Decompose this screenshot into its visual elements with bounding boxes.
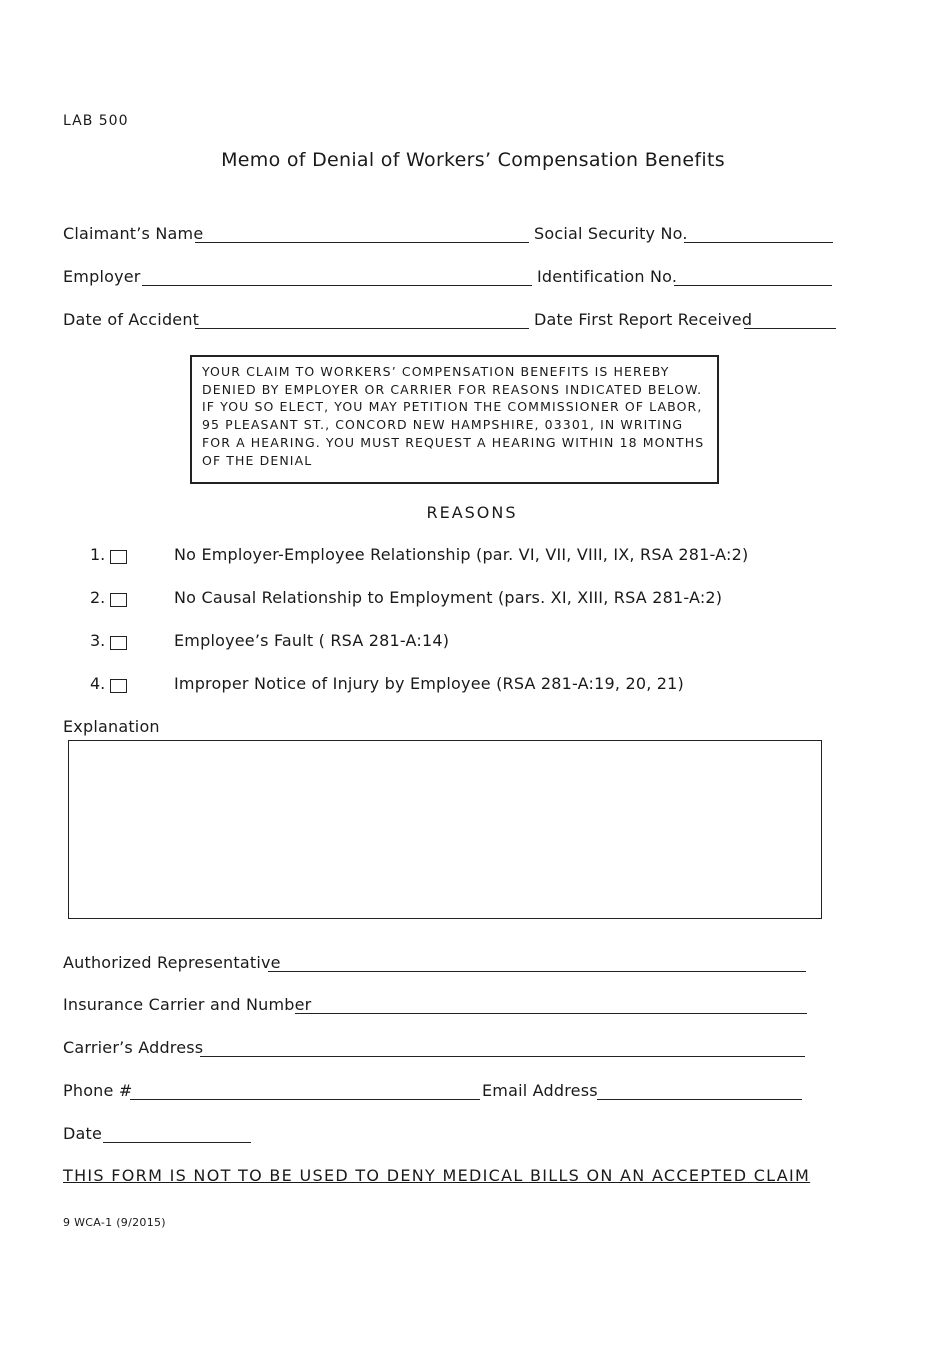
reason-checkbox-1[interactable] <box>110 550 127 564</box>
carrier-address-label: Carrier’s Address <box>63 1038 204 1057</box>
phone-label: Phone # <box>63 1081 133 1100</box>
employer-field[interactable] <box>142 285 532 286</box>
carrier-label: Insurance Carrier and Number <box>63 995 312 1014</box>
form-revision: 9 WCA-1 (9/2015) <box>63 1216 166 1229</box>
form-code: LAB 500 <box>63 113 129 129</box>
accident-date-label: Date of Accident <box>63 310 200 329</box>
email-label: Email Address <box>482 1081 598 1100</box>
identification-label: Identification No. <box>537 267 678 286</box>
representative-field[interactable] <box>268 971 806 972</box>
usage-warning: THIS FORM IS NOT TO BE USED TO DENY MEDICAL BILLS ON AN ACCEPTED CLAIM <box>63 1166 811 1185</box>
carrier-field[interactable] <box>295 1013 807 1014</box>
claimant-name-field[interactable] <box>195 242 529 243</box>
denial-notice: YOUR CLAIM TO WORKERS’ COMPENSATION BENEFITS IS HEREBY DENIED BY EMPLOYER OR CARRIER FOR REASONS INDICATED BELOW. IF YOU SO ELECT, YOU MAY PETITION THE COMMISSIONER OF LABOR, 95 PLEASANT ST., CONCORD NEW HAMPSHIRE, 03301, IN WRITING FOR A HEARING. YOU MUST REQUEST A HEARING WITHIN 18 MONTHS OF THE DENIAL <box>190 355 719 484</box>
ssn-label: Social Security No. <box>534 224 688 243</box>
date-label: Date <box>63 1124 103 1143</box>
reason-checkbox-3[interactable] <box>110 636 127 650</box>
first-report-field[interactable] <box>744 328 836 329</box>
claimant-name-label: Claimant’s Name <box>63 224 204 243</box>
phone-field[interactable] <box>130 1099 480 1100</box>
carrier-address-field[interactable] <box>200 1056 805 1057</box>
reasons-heading: REASONS <box>426 503 518 522</box>
reason-checkbox-4[interactable] <box>110 679 127 693</box>
employer-label: Employer <box>63 267 141 286</box>
date-field[interactable] <box>103 1142 251 1143</box>
ssn-field[interactable] <box>684 242 833 243</box>
reason-number: 1. <box>90 545 106 564</box>
page-title: Memo of Denial of Workers’ Compensation Benefits <box>221 149 725 171</box>
reason-checkbox-2[interactable] <box>110 593 127 607</box>
reason-number: 4. <box>90 674 106 693</box>
reason-label: Employee’s Fault ( RSA 281-A:14) <box>174 631 450 650</box>
explanation-label: Explanation <box>63 717 160 736</box>
first-report-label: Date First Report Received <box>534 310 753 329</box>
reason-label: No Employer-Employee Relationship (par. VI, VII, VIII, IX, RSA 281-A:2) <box>174 545 749 564</box>
identification-field[interactable] <box>674 285 832 286</box>
accident-date-field[interactable] <box>195 328 529 329</box>
representative-label: Authorized Representative <box>63 953 281 972</box>
reason-number: 2. <box>90 588 106 607</box>
reason-number: 3. <box>90 631 106 650</box>
reason-label: Improper Notice of Injury by Employee (RSA 281-A:19, 20, 21) <box>174 674 684 693</box>
email-field[interactable] <box>597 1099 802 1100</box>
reason-label: No Causal Relationship to Employment (pars. XI, XIII, RSA 281-A:2) <box>174 588 723 607</box>
explanation-textarea[interactable] <box>68 740 822 919</box>
